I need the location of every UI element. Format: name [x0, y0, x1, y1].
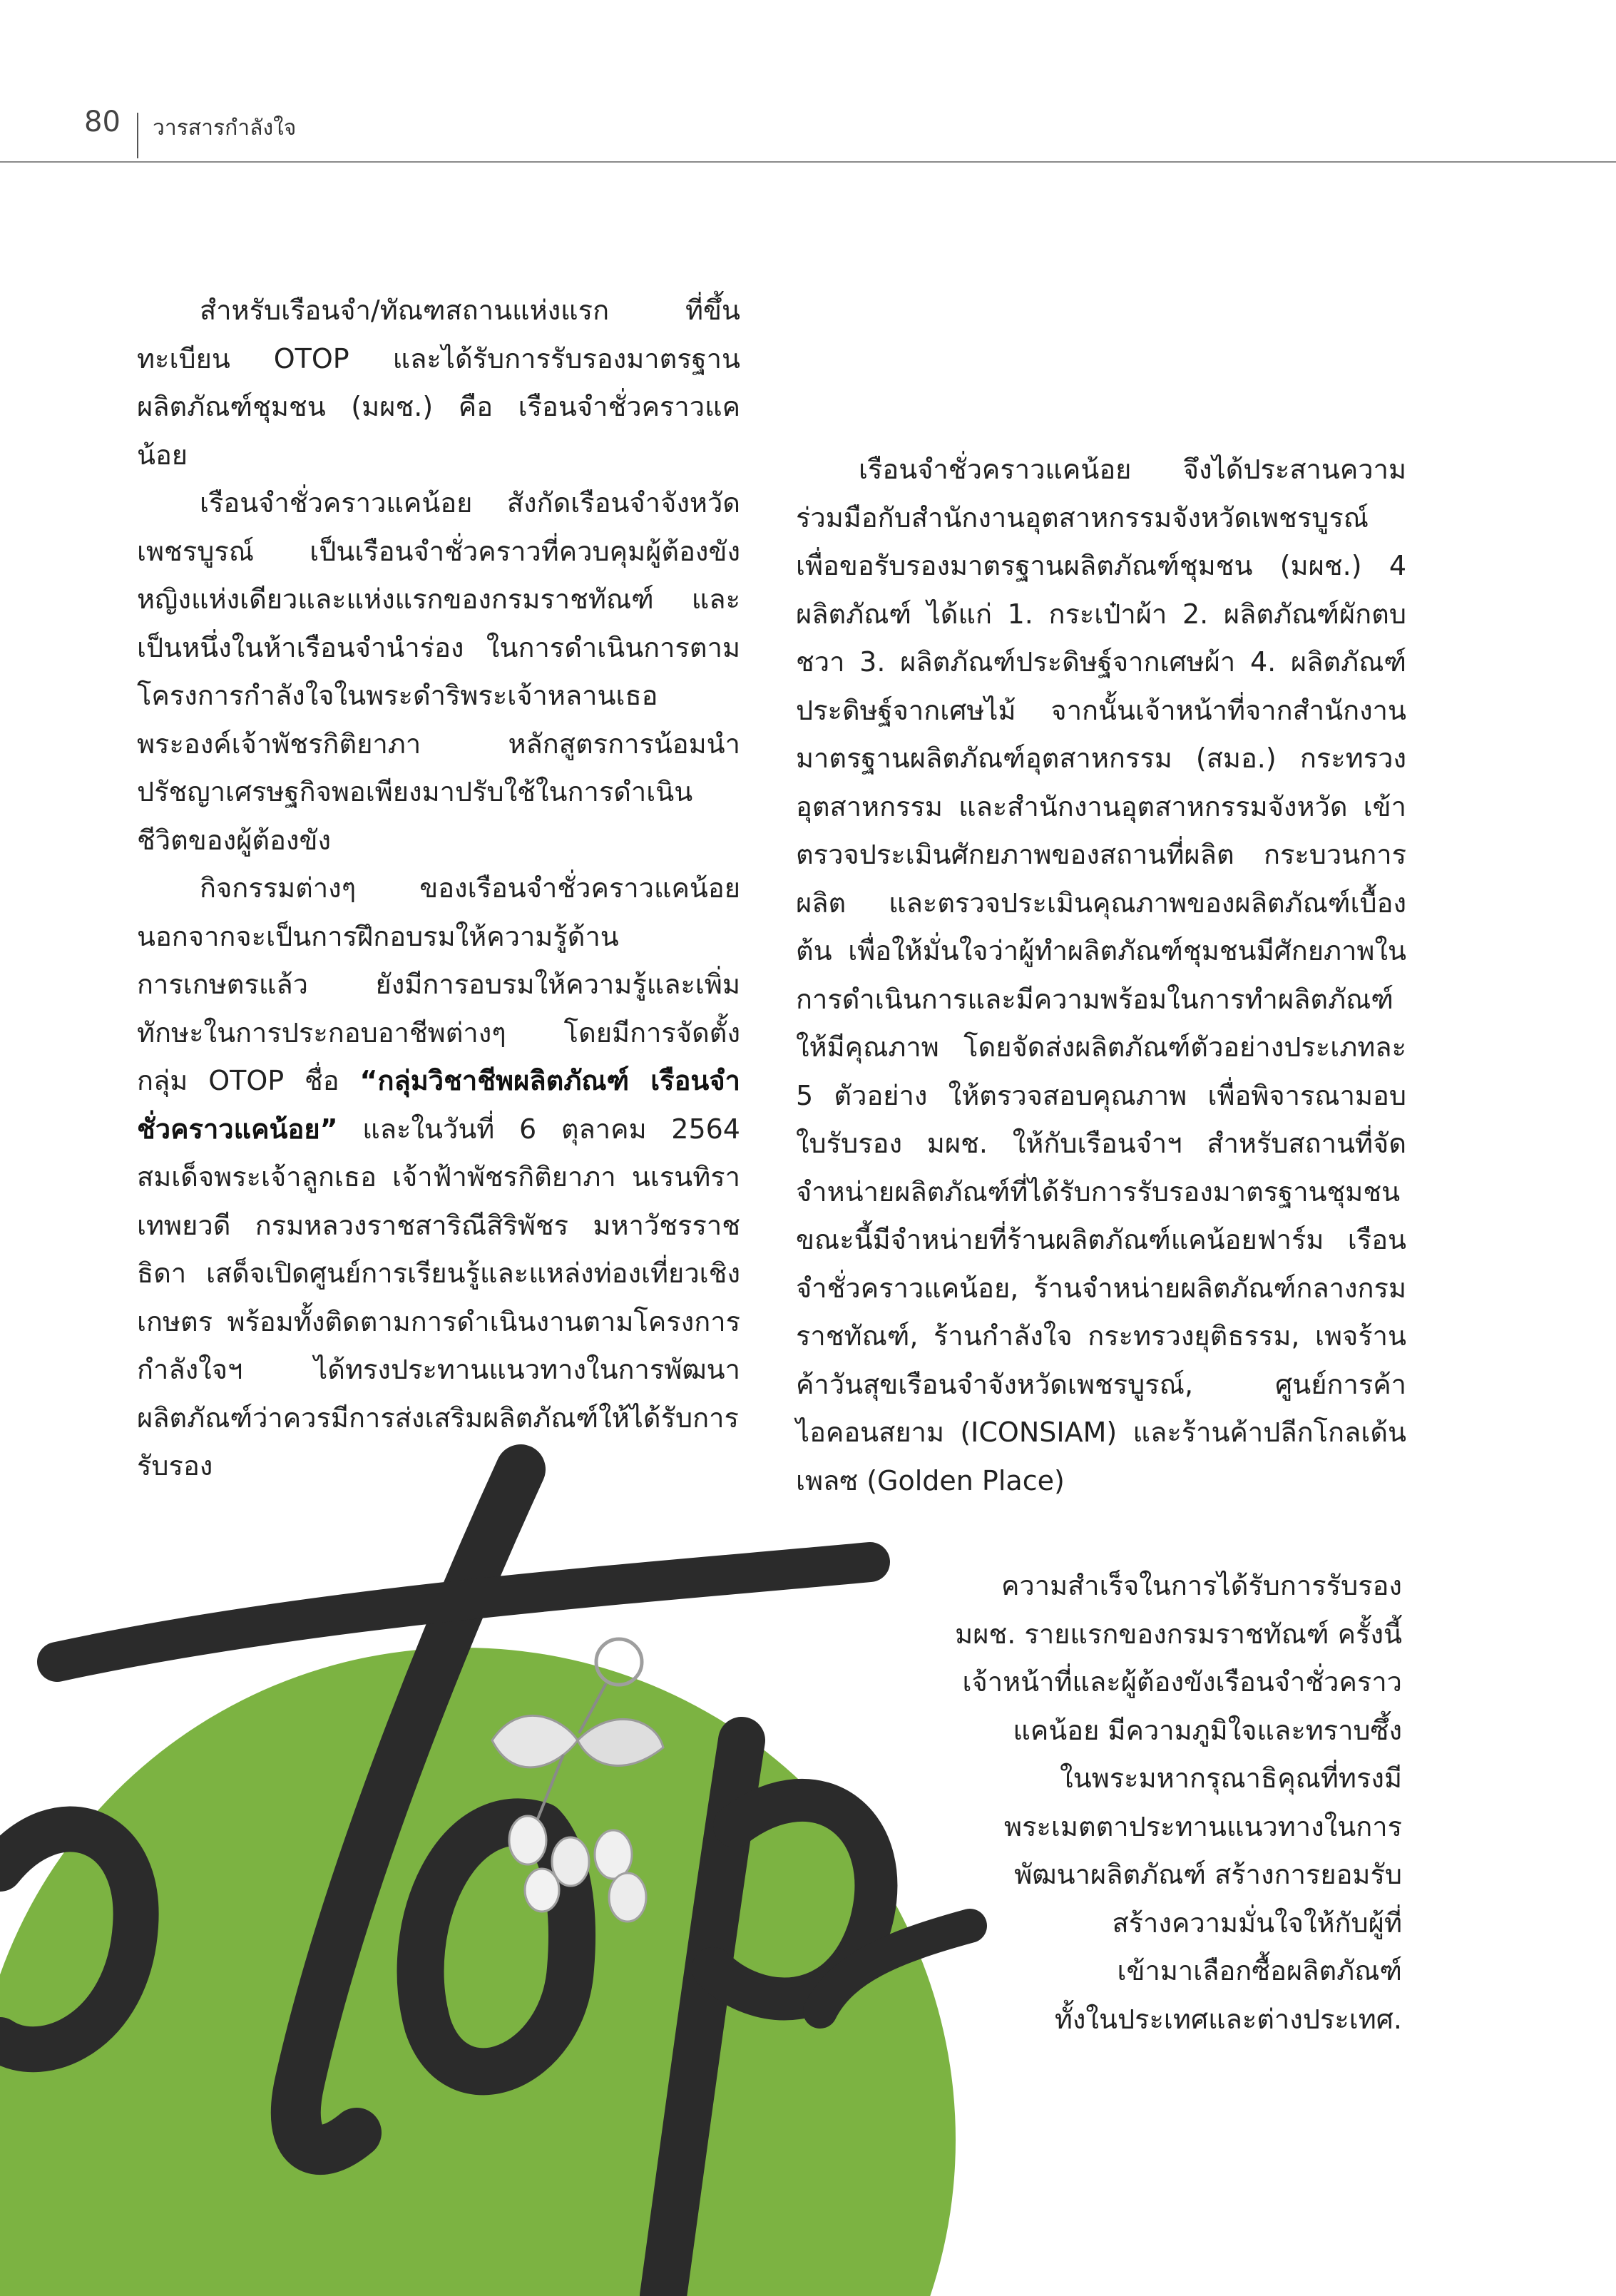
- left-paragraph-3: [137, 864, 740, 1491]
- otop-decoration: [0, 1427, 998, 2296]
- closing-line: ความสำเร็จในการได้รับการรับรอง: [1001, 1570, 1402, 1601]
- closing-line: ทั้งในประเทศและต่างประเทศ.: [1054, 2003, 1402, 2035]
- left-column: [137, 287, 740, 1491]
- closing-line: เจ้าหน้าที่และผู้ต้องขังเรือนจำชั่วคราว: [962, 1666, 1402, 1698]
- closing-line: แคน้อย มีความภูมิใจและทราบซึ้ง: [1013, 1714, 1402, 1746]
- closing-line: สร้างความมั่นใจให้กับผู้ที่: [1112, 1907, 1402, 1939]
- closing-line: มผช. รายแรกของกรมราชทัณฑ์ ครั้งนี้: [955, 1618, 1402, 1650]
- right-paragraph-1: เรือนจำชั่วคราวแคน้อย จึงได้ประสานความร่วมมือกับสำนักงานอุตสาหกรรมจังหวัดเพชรบูรณ์ เพื่อขอรับรองมาตรฐานผลิตภัณฑ์ชุมชน (มผช.) 4 ผลิตภัณฑ์ ได้แก่ 1. กระเป๋าผ้า 2. ผลิตภัณฑ์ผักตบชวา 3. ผลิตภัณฑ์ประดิษฐ์จากเศษผ้า 4. ผลิตภัณฑ์ประดิษฐ์จากเศษไม้ จากนั้นเจ้าหน้าที่จากสำนักงานมาตรฐานผลิตภัณฑ์อุตสาหกรรม (สมอ.) กระทรวงอุตสาหกรรม และสำนักงานอุตสาหกรรมจังหวัด เข้าตรวจประเมินศักยภาพของสถานที่ผลิต กระบวนการผลิต และตรวจประเมินคุณภาพของผลิตภัณฑ์เบื้องต้น เพื่อให้มั่นใจว่าผู้ทำผลิตภัณฑ์ชุมชนมีศักยภาพในการดำเนินการและมีความพร้อมในการทำผลิตภัณฑ์ให้มีคุณภาพ โดยจัดส่งผลิตภัณฑ์ตัวอย่างประเภทละ 5 ตัวอย่าง ให้ตรวจสอบคุณภาพ เพื่อพิจารณามอบใบรับรอง มผช. ให้กับเรือนจำฯ สำหรับสถานที่จัดจำหน่ายผลิตภัณฑ์ที่ได้รับการรับรองมาตรฐานชุมชน ขณะนี้มีจำหน่ายที่ร้านผลิตภัณฑ์แคน้อยฟาร์ม เรือนจำชั่วคราวแคน้อย, ร้านจำหน่ายผลิตภัณฑ์กลางกรมราชทัณฑ์, ร้านกำลังใจ กระทรวงยุติธรรม, เพจร้านค้าวันสุขเรือนจำจังหวัดเพชรบูรณ์, ศูนย์การค้าไอคอนสยาม (ICONSIAM) และร้านค้าปลีกโกลเด้น เพลซ (Golden Place): [796, 454, 1406, 1496]
- right-column-closing: [860, 1562, 1402, 2044]
- left-paragraph-2: เรือนจำชั่วคราวแคน้อย สังกัดเรือนจำจังหวัดเพชรบูรณ์ เป็นเรือนจำชั่วคราวที่ควบคุมผู้ต้องขังหญิงแห่งเดียวและแห่งแรกของกรมราชทัณฑ์ และเป็นหนึ่งในห้าเรือนจำนำร่อง ในการดำเนินการตามโครงการกำลังใจในพระดำริพระเจ้าหลานเธอ พระองค์เจ้าพัชรกิติยาภา หลักสูตรการน้อมนำปรัชญาเศรษฐกิจพอเพียงมาปรับใช้ในการดำเนินชีวิตของผู้ต้องขัง: [137, 487, 740, 856]
- otop-group-name: “กลุ่มวิชาชีพผลิตภัณฑ์ เรือนจำชั่วคราวแคน้อย”: [137, 1065, 740, 1145]
- closing-line: ในพระมหากรุณาธิคุณที่ทรงมี: [1060, 1762, 1402, 1794]
- right-column: [796, 446, 1406, 1505]
- closing-line: พระเมตตาประทานแนวทางในการ: [1004, 1810, 1402, 1842]
- left-paragraph-1: สำหรับเรือนจำ/ทัณฑสถานแห่งแรก ที่ขึ้นทะเบียน OTOP และได้รับการรับรองมาตรฐานผลิตภัณฑ์ชุมชน (มผช.) คือ เรือนจำชั่วคราวแคน้อย: [137, 295, 740, 471]
- journal-title: วารสารกำลังใจ: [153, 116, 297, 141]
- otop-script-graphic: [0, 1427, 998, 2296]
- page-header: [0, 0, 1616, 164]
- header-rule: [0, 161, 1616, 163]
- header-divider: [137, 113, 138, 158]
- closing-line: เข้ามาเลือกซื้อผลิตภัณฑ์: [1117, 1955, 1402, 1986]
- closing-line: พัฒนาผลิตภัณฑ์ สร้างการยอมรับ: [1014, 1859, 1402, 1890]
- page-number: 80: [84, 106, 121, 138]
- p3-text-after: และในวันที่ 6 ตุลาคม 2564 สมเด็จพระเจ้าลูกเธอ เจ้าฟ้าพัชรกิติยาภา นเรนทิราเทพยวดี กรมหลวงราชสาริณีสิริพัชร มหาวัชรราชธิดา เสด็จเปิดศูนย์การเรียนรู้และแหล่งท่องเที่ยวเชิงเกษตร พร้อมทั้งติดตามการดำเนินงานตามโครงการกำลังใจฯ ได้ทรงประทานแนวทางในการพัฒนาผลิตภัณฑ์ว่าควรมีการส่งเสริมผลิตภัณฑ์ให้ได้รับการรับรอง: [137, 1113, 740, 1481]
- p3-text-before: กิจกรรมต่างๆ ของเรือนจำชั่วคราวแคน้อย นอกจากจะเป็นการฝึกอบรมให้ความรู้ด้านการเกษตรแล้ว ยังมีการอบรมให้ความรู้และเพิ่มทักษะในการประกอบอาชีพต่างๆ โดยมีการจัดตั้งกลุ่ม OTOP ชื่อ: [137, 872, 740, 1096]
